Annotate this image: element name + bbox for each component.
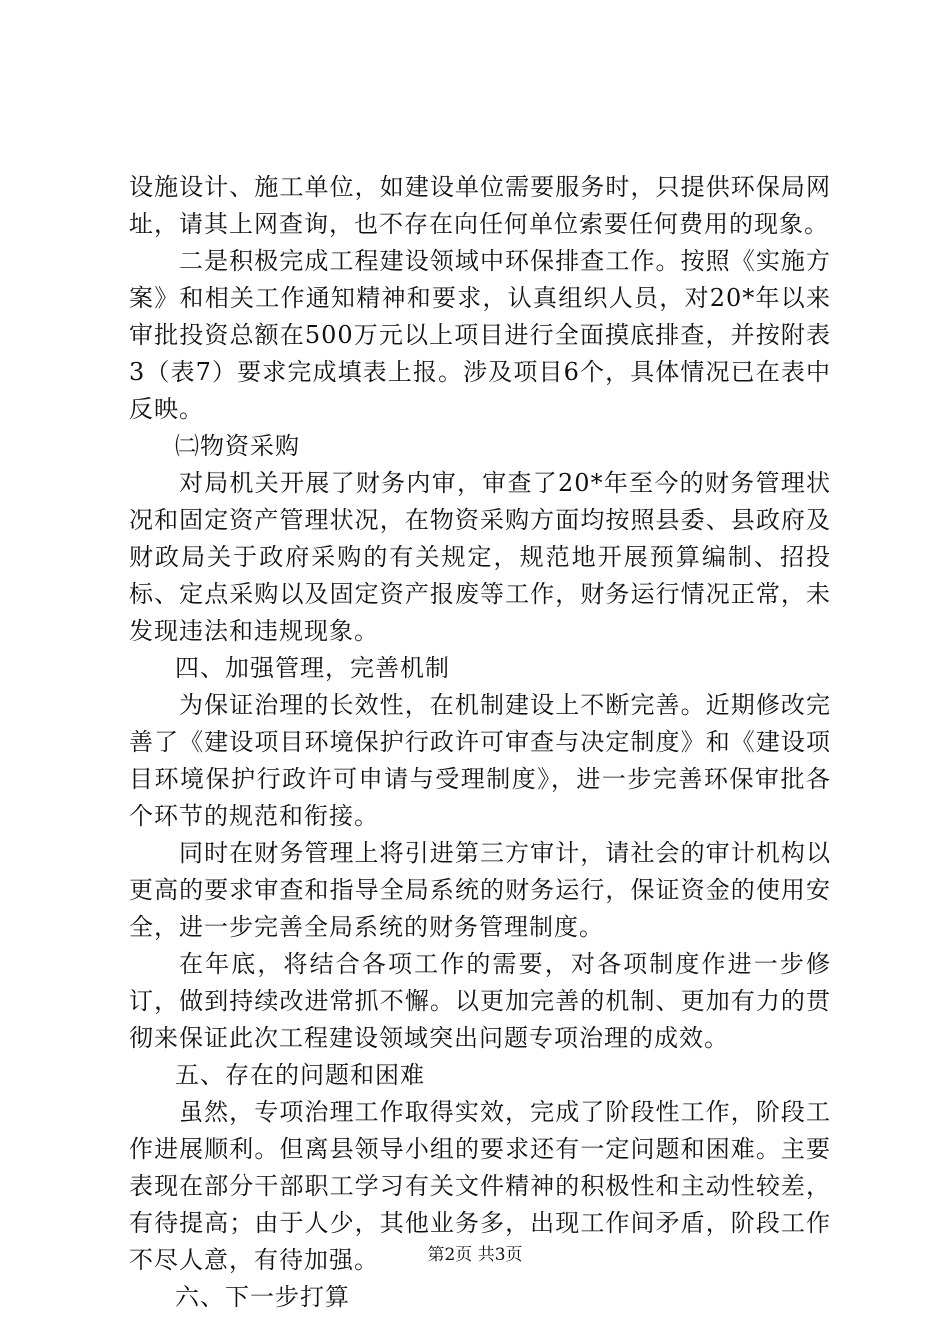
heading-material-procurement: ㈡物资采购	[175, 432, 300, 460]
paragraph-year-end-revision: 在年底，将结合各项工作的需要，对各项制度作进一步修订，做到持续改进常抓不懈。以更加完善的机制、更加有力的贯彻来保证此次工程建设领域突出问题专项治理的成效。	[129, 950, 831, 1052]
page-number-footer: 第2页 共3页	[427, 1245, 523, 1265]
paragraph-continuation: 设施设计、施工单位，如建设单位需要服务时，只提供环保局网址，请其上网查询，也不存在向任何单位索要任何费用的现象。	[129, 173, 831, 238]
heading-next-steps: 六、下一步打算	[175, 1283, 350, 1311]
paragraph-third-party-audit: 同时在财务管理上将引进第三方审计，请社会的审计机构以更高的要求审查和指导全局系统的财务运行，保证资金的使用安全，进一步完善全局系统的财务管理制度。	[129, 839, 831, 941]
document-body	[129, 169, 831, 1316]
heading-problems-difficulties: 五、存在的问题和困难	[175, 1061, 425, 1089]
heading-strengthen-management: 四、加强管理，完善机制	[175, 654, 450, 682]
paragraph-env-inspection: 二是积极完成工程建设领域中环保排查工作。按照《实施方案》和相关工作通知精神和要求，认真组织人员，对20*年以来审批投资总额在500万元以上项目进行全面摸底排查，并按附表3（表7）要求完成填表上报。涉及项目6个，具体情况已在表中反映。	[129, 247, 831, 423]
paragraph-financial-audit: 对局机关开展了财务内审，审查了20*年至今的财务管理状况和固定资产管理状况，在物资采购方面均按照县委、县政府及财政局关于政府采购的有关规定，规范地开展预算编制、招投标、定点采购以及固定资产报废等工作，财务运行情况正常，未发现违法和违规现象。	[129, 469, 831, 645]
paragraph-mechanism-building: 为保证治理的长效性，在机制建设上不断完善。近期修改完善了《建设项目环境保护行政许可审查与决定制度》和《建设项目环境保护行政许可申请与受理制度》，进一步完善环保审批各个环节的规范和衔接。	[129, 691, 831, 830]
paragraph-problems: 虽然，专项治理工作取得实效，完成了阶段性工作，阶段工作进展顺利。但离县领导小组的要求还有一定问题和困难。主要表现在部分干部职工学习有关文件精神的积极性和主动性较差，有待提高；由于人少，其他业务多，出现工作间矛盾，阶段工作不尽人意，有待加强。	[129, 1098, 831, 1274]
